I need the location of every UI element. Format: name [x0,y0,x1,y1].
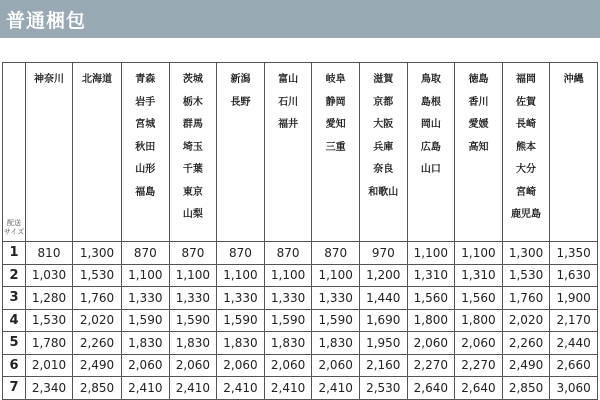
prefecture-label: 福岡 [516,74,537,85]
price-cell: 1,100 [407,242,455,265]
prefecture-label: 滋賀 [373,74,394,85]
price-cell: 2,020 [73,309,122,332]
region-header-cell [407,63,455,242]
table-header-row [3,63,598,242]
prefecture-label: 山梨 [182,209,203,220]
price-cell: 2,160 [359,354,407,377]
prefecture-label: 徳島 [468,74,489,85]
price-cell: 2,640 [407,377,455,400]
prefecture-label: 島根 [420,96,441,108]
prefecture-label: 長野 [230,96,251,108]
prefecture-label: 宮城 [135,119,156,130]
prefecture-label: 熊本 [516,141,537,153]
price-cell: 1,330 [312,287,360,310]
size-cell: 2 [3,264,26,287]
price-cell: 1,630 [550,264,598,287]
price-cell: 1,950 [359,332,407,355]
prefecture-label: 京都 [373,96,394,108]
size-header-cell [3,63,26,242]
price-cell: 2,060 [455,332,503,355]
price-cell: 2,410 [122,377,170,400]
prefecture-label: 沖縄 [563,74,584,85]
prefecture-label: 福井 [278,119,299,130]
price-cell: 1,590 [217,309,265,332]
price-cell: 2,410 [312,377,360,400]
price-cell: 2,340 [26,377,73,400]
price-cell: 1,300 [502,242,550,265]
price-cell: 2,660 [550,354,598,377]
price-cell: 1,780 [26,332,73,355]
price-cell: 1,590 [264,309,312,332]
prefecture-label: 和歌山 [368,186,399,198]
price-cell: 870 [217,242,265,265]
size-cell: 7 [3,377,26,400]
price-cell: 2,850 [73,377,122,400]
price-cell: 1,330 [169,287,217,310]
price-cell: 970 [359,242,407,265]
prefecture-label: 秋田 [135,141,156,153]
size-cell: 4 [3,309,26,332]
size-cell: 6 [3,354,26,377]
prefecture-label: 愛知 [325,119,346,130]
price-cell: 1,830 [264,332,312,355]
price-cell: 1,280 [26,287,73,310]
price-cell: 2,410 [264,377,312,400]
prefecture-label: 石川 [278,96,299,108]
price-cell: 2,410 [217,377,265,400]
table-body [3,242,598,400]
price-cell: 2,020 [502,309,550,332]
prefecture-label: 大分 [516,164,537,175]
price-cell: 1,800 [407,309,455,332]
size-cell: 3 [3,287,26,310]
price-cell: 1,760 [73,287,122,310]
price-cell: 1,330 [217,287,265,310]
region-header-cell [169,63,217,242]
table-row [3,332,598,355]
price-cell: 1,690 [359,309,407,332]
prefecture-label: 鳥取 [420,74,441,85]
price-cell: 1,310 [407,264,455,287]
price-cell: 1,760 [502,287,550,310]
price-cell: 870 [169,242,217,265]
prefecture-label: 奈良 [373,164,394,175]
price-cell: 2,850 [502,377,550,400]
prefecture-label: 北海道 [82,74,112,85]
region-header-cell [550,63,598,242]
prefecture-label: 高知 [468,141,489,153]
price-cell: 1,530 [26,309,73,332]
price-cell: 1,560 [455,287,503,310]
region-header-cell [264,63,312,242]
price-cell: 3,060 [550,377,598,400]
price-cell: 2,490 [73,354,122,377]
price-cell: 1,030 [26,264,73,287]
price-cell: 1,830 [312,332,360,355]
price-cell: 1,830 [169,332,217,355]
prefecture-label: 大阪 [373,119,394,130]
price-cell: 1,100 [169,264,217,287]
price-cell: 2,060 [264,354,312,377]
price-cell: 1,800 [455,309,503,332]
size-cell: 1 [3,242,26,265]
price-cell: 1,590 [169,309,217,332]
price-cell: 2,060 [407,332,455,355]
prefecture-label: 栃木 [182,96,203,108]
prefecture-label: 群馬 [182,119,203,130]
prefecture-label: 長崎 [516,119,537,130]
price-cell: 1,100 [264,264,312,287]
region-header-cell [217,63,265,242]
price-cell: 2,060 [312,354,360,377]
prefecture-label: 香川 [468,96,489,108]
page-title: 普通梱包 [6,9,87,32]
price-cell: 1,590 [122,309,170,332]
price-cell: 2,270 [407,354,455,377]
price-cell: 2,060 [122,354,170,377]
price-cell: 2,270 [455,354,503,377]
price-cell: 1,100 [312,264,360,287]
prefecture-label: 東京 [182,186,203,198]
price-cell: 1,330 [264,287,312,310]
shipping-rate-table [2,62,598,400]
price-cell: 870 [312,242,360,265]
price-cell: 1,830 [217,332,265,355]
prefecture-label: 兵庫 [373,141,394,153]
region-header-cell [73,63,122,242]
region-header-cell [26,63,73,242]
table-row [3,354,598,377]
prefecture-label: 山口 [420,164,441,175]
price-cell: 1,830 [122,332,170,355]
price-cell: 1,530 [502,264,550,287]
price-cell: 2,170 [550,309,598,332]
region-header-cell [502,63,550,242]
table-row [3,309,598,332]
price-cell: 1,900 [550,287,598,310]
prefecture-label: 三重 [325,141,346,153]
corner-label-line: 配送 [7,219,21,227]
region-header-cell [312,63,360,242]
table-row [3,264,598,287]
prefecture-label: 神奈川 [34,74,64,85]
prefecture-label: 岩手 [135,96,156,108]
price-cell: 2,060 [169,354,217,377]
price-cell: 1,330 [122,287,170,310]
price-cell: 810 [26,242,73,265]
price-cell: 2,260 [502,332,550,355]
prefecture-label: 山形 [135,164,156,175]
price-cell: 1,530 [73,264,122,287]
price-cell: 1,440 [359,287,407,310]
prefecture-label: 岡山 [420,119,441,130]
table-row [3,287,598,310]
prefecture-label: 広島 [420,141,441,153]
prefecture-label: 新潟 [230,74,251,85]
price-cell: 1,310 [455,264,503,287]
prefecture-label: 佐賀 [516,96,537,108]
prefecture-label: 茨城 [182,74,203,85]
price-cell: 1,100 [217,264,265,287]
prefecture-label: 岐阜 [325,74,346,85]
price-cell: 2,260 [73,332,122,355]
prefecture-label: 宮崎 [516,186,537,198]
prefecture-label: 富山 [278,74,299,85]
price-cell: 1,300 [73,242,122,265]
table-row [3,242,598,265]
price-cell: 1,560 [407,287,455,310]
region-header-cell [359,63,407,242]
page-header [0,0,600,38]
region-header-cell [455,63,503,242]
price-cell: 2,010 [26,354,73,377]
price-cell: 1,350 [550,242,598,265]
prefecture-label: 愛媛 [468,119,489,130]
corner-label-line: サイズ [3,228,25,236]
price-cell: 2,060 [217,354,265,377]
prefecture-label: 青森 [135,74,156,85]
prefecture-label: 福島 [135,186,156,198]
price-cell: 2,410 [169,377,217,400]
price-cell: 1,200 [359,264,407,287]
prefecture-label: 静岡 [325,96,346,108]
price-cell: 1,590 [312,309,360,332]
size-cell: 5 [3,332,26,355]
region-header-cell [122,63,170,242]
prefecture-label: 埼玉 [182,141,203,153]
price-cell: 870 [264,242,312,265]
price-cell: 2,640 [455,377,503,400]
prefecture-label: 千葉 [182,164,203,175]
price-cell: 2,490 [502,354,550,377]
price-cell: 1,100 [122,264,170,287]
table-row [3,377,598,400]
price-cell: 1,100 [455,242,503,265]
price-cell: 2,440 [550,332,598,355]
prefecture-label: 鹿児島 [511,209,542,220]
price-cell: 2,530 [359,377,407,400]
price-cell: 870 [122,242,170,265]
